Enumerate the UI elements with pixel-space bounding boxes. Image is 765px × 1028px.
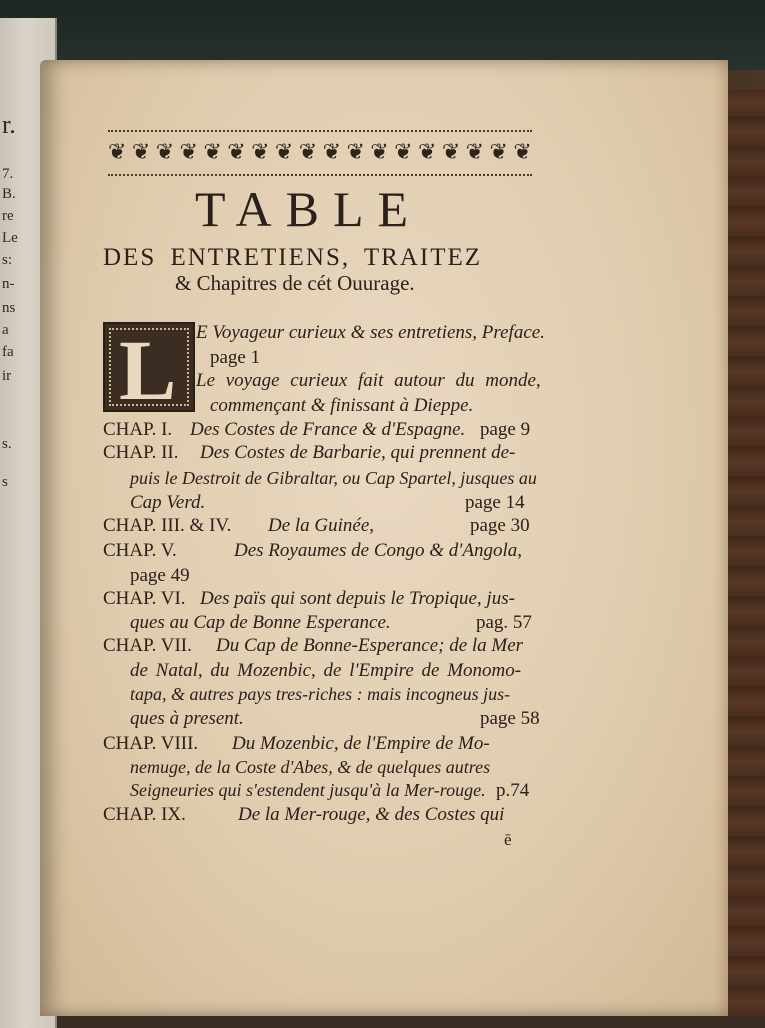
toc-chapter-title: Des Costes de Barbarie, qui prennent de- [200,442,516,463]
fleuron-icon: ❦ [441,140,461,165]
left-page-fragment: fa [2,344,14,360]
toc-chapter-label: CHAP. V. [103,540,177,561]
left-page-fragment: n- [2,276,15,292]
toc-page-number: pag. 57 [476,612,532,633]
toc-chapter-label: CHAP. III. & IV. [103,515,232,536]
fleuron-icon: ❦ [251,140,270,165]
fleuron-icon: ❦ [227,140,246,165]
fleuron-icon: ❦ [108,140,127,165]
toc-line: Cap Verd. [130,492,206,513]
fleuron-icon: ❦ [179,140,198,165]
fleuron-icon: ❦ [322,140,342,165]
left-page-fragment: 7. [2,166,14,182]
toc-line: tapa, & autres pays tres-riches : mais incogneus jus- [130,684,511,704]
toc-chapter-label: CHAP. I. [103,419,173,440]
left-page-fragment: s: [2,252,13,268]
toc-chapter-title: Des Costes de France & d'Espagne. [190,419,466,440]
catchword: ē [504,830,512,849]
fleuron-icon: ❦ [131,140,151,165]
fleuron-icon: ❦ [155,140,175,165]
decorated-drop-cap [103,322,195,418]
left-page-fragment: ns [2,300,16,316]
left-page-fragment: ir [2,368,12,384]
toc-line: ques au Cap de Bonne Esperance. [130,612,391,633]
toc-page-number: page 14 [465,492,525,513]
left-page-fragment: a [2,322,9,338]
toc-page-number: p.74 [496,780,530,801]
toc-page-number: page 49 [130,565,190,586]
toc-chapter-label: CHAP. IX. [103,804,186,825]
left-page-fragment: re [2,208,14,224]
toc-chapter-title: Du Mozenbic, de l'Empire de Mo- [232,733,490,754]
preface-entry: E Voyageur curieux & ses entretiens, Preface. [196,322,545,343]
toc-line: puis le Destroit de Gibraltar, ou Cap Spartel, jusques au [130,468,537,488]
fleuron-icon: ❦ [417,140,437,165]
page-title: TABLE [195,181,423,237]
title-subheading-line2: & Chapitres de cét Ouurage. [175,271,415,295]
fleuron-icon: ❦ [346,140,365,165]
toc-chapter-label: CHAP. VIII. [103,733,199,754]
toc-line: de Natal, du Mozenbic, de l'Empire de Monomo- [130,660,522,681]
toc-line: commençant & finissant à Dieppe. [210,395,474,416]
fleuron-ornament-band [108,130,532,176]
toc-page-number: page 9 [480,419,531,440]
drop-cap-letter: L [119,322,177,418]
fleuron-icon: ❦ [298,140,318,165]
toc-line: nemuge, de la Coste d'Abes, & de quelques autres [130,757,491,777]
toc-line: Le voyage curieux fait autour du monde, [196,370,541,391]
fleuron-icon: ❦ [465,140,485,165]
fleuron-icon: ❦ [203,140,222,165]
toc-chapter-label: CHAP. VII. [103,635,192,656]
fleuron-icon: ❦ [489,140,508,165]
preface-page: page 1 [210,347,261,368]
toc-chapter-title: Des Royaumes de Congo & d'Angola, [234,540,522,561]
left-page-fragment: r. [2,110,16,139]
fleuron-icon: ❦ [394,140,413,165]
fleuron-icon: ❦ [274,140,294,165]
toc-line: Seigneuries qui s'estendent jusqu'à la Mer-rouge. [130,780,486,800]
toc-chapter-title: Des païs qui sont depuis le Tropique, jus- [200,588,515,609]
left-page-fragment: s. [2,436,12,452]
toc-page-number: page 30 [470,515,530,536]
left-page-fragment: B. [2,186,16,202]
toc-chapter-label: CHAP. II. [103,442,179,463]
fleuron-icon: ❦ [513,140,532,165]
toc-chapter-title: De la Guinée, [268,515,375,536]
toc-chapter-label: CHAP. VI. [103,588,186,609]
toc-page-number: page 58 [480,708,540,729]
left-page-fragment: s [2,474,8,490]
title-subheading: DES ENTRETIENS, TRAITEZ [103,244,483,271]
left-page-fragment: Le [2,230,18,246]
fleuron-icon: ❦ [370,140,389,165]
toc-line: ques à present. [130,708,244,729]
toc-chapter-title: Du Cap de Bonne-Esperance; de la Mer [216,635,524,656]
toc-chapter-title: De la Mer-rouge, & des Costes qui [238,804,505,825]
